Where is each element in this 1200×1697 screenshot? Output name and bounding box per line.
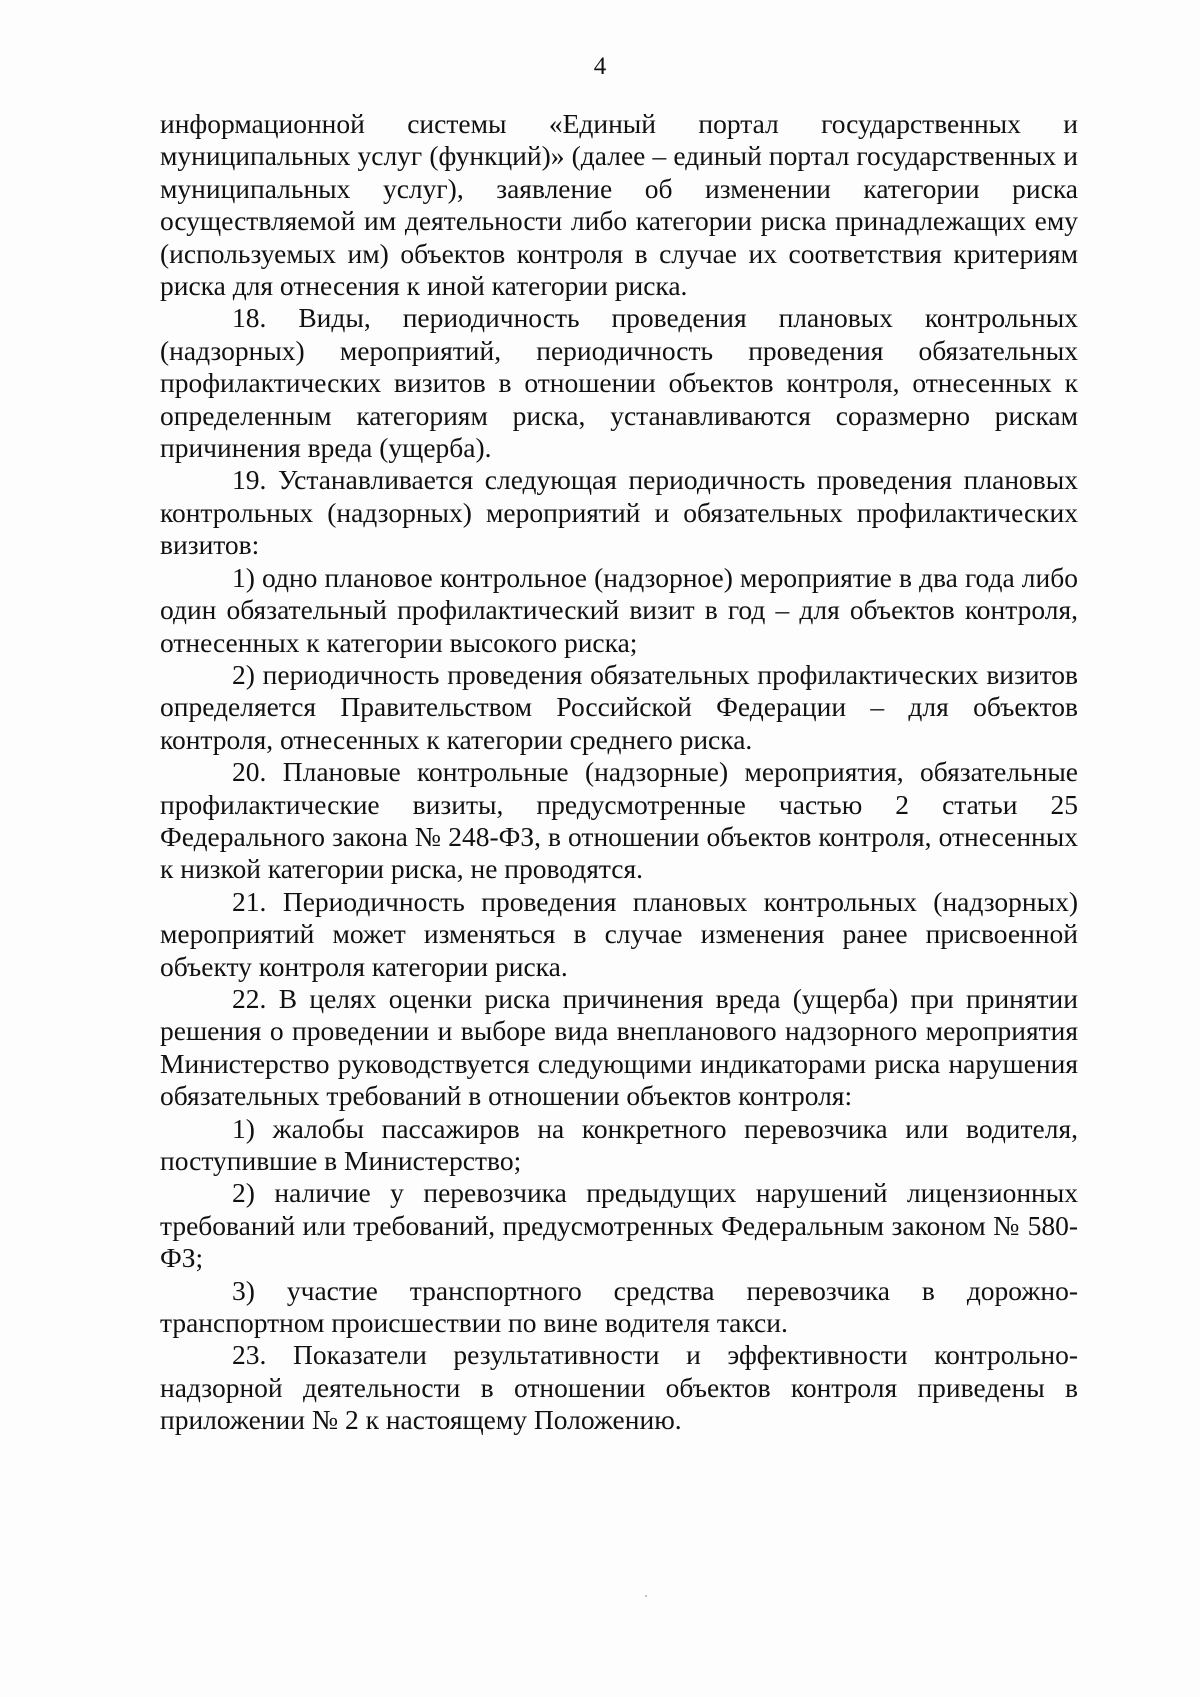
paragraph-19-item-1: 1) одно плановое контрольное (надзорное) мероприятие в два года либо один обязательный профилактический визит в год – для объектов контроля, отнесенных к категории высокого риска; [160, 561, 1078, 658]
paragraph-21: 21. Периодичность проведения плановых контрольных (надзорных) мероприятий может изменяться в случае изменения ранее присвоенной объекту контроля категории риска. [160, 885, 1078, 982]
document-body [160, 108, 1078, 1437]
paragraph-19: 19. Устанавливается следующая периодичность проведения плановых контрольных (надзорных) мероприятий и обязательных профилактических визитов: [160, 464, 1078, 561]
paragraph-22: 22. В целях оценки риска причинения вреда (ущерба) при принятии решения о проведении и выборе вида внепланового надзорного мероприятия Министерство руководствуется следующими индикаторами риска нарушения обязательных требований в отношении объектов контроля: [160, 982, 1078, 1112]
paragraph-20: 20. Плановые контрольные (надзорные) мероприятия, обязательные профилактические визиты, предусмотренные частью 2 статьи 25 Федерального закона № 248-ФЗ, в отношении объектов контроля, отнесенных к низкой категории риска, не проводятся. [160, 756, 1078, 885]
paragraph-22-item-2: 2) наличие у перевозчика предыдущих нарушений лицензионных требований или требований, предусмотренных Федеральным законом № 580-ФЗ; [160, 1177, 1078, 1274]
paragraph-19-item-2: 2) периодичность проведения обязательных профилактических визитов определяется Правительством Российской Федерации – для объектов контроля, отнесенных к категории среднего риска. [160, 658, 1078, 755]
paragraph-22-item-3: 3) участие транспортного средства перевозчика в дорожно-транспортном происшествии по вине водителя такси. [160, 1274, 1078, 1339]
paragraph-continuation: информационной системы «Единый портал государственных и муниципальных услуг (функций)» (далее – единый портал государственных и муниципальных услуг), заявление об изменении категории риска осуществляемой им деятельности либо категории риска принадлежащих ему (используемых им) объектов контроля в случае их соответствия критериям риска для отнесения к иной категории риска. [160, 108, 1078, 302]
scan-speck [645, 1595, 647, 1597]
paragraph-22-item-1: 1) жалобы пассажиров на конкретного перевозчика или водителя, поступившие в Министерство; [160, 1112, 1078, 1176]
paragraph-23: 23. Показатели результативности и эффективности контрольно-надзорной деятельности в отношении объектов контроля приведены в приложении № 2 к настоящему Положению. [160, 1339, 1078, 1436]
page-number: 4 [593, 53, 607, 80]
paragraph-18: 18. Виды, периодичность проведения плановых контрольных (надзорных) мероприятий, периодичность проведения обязательных профилактических визитов в отношении объектов контроля, отнесенных к определенным категориям риска, устанавливаются соразмерно рискам причинения вреда (ущерба). [160, 302, 1078, 464]
